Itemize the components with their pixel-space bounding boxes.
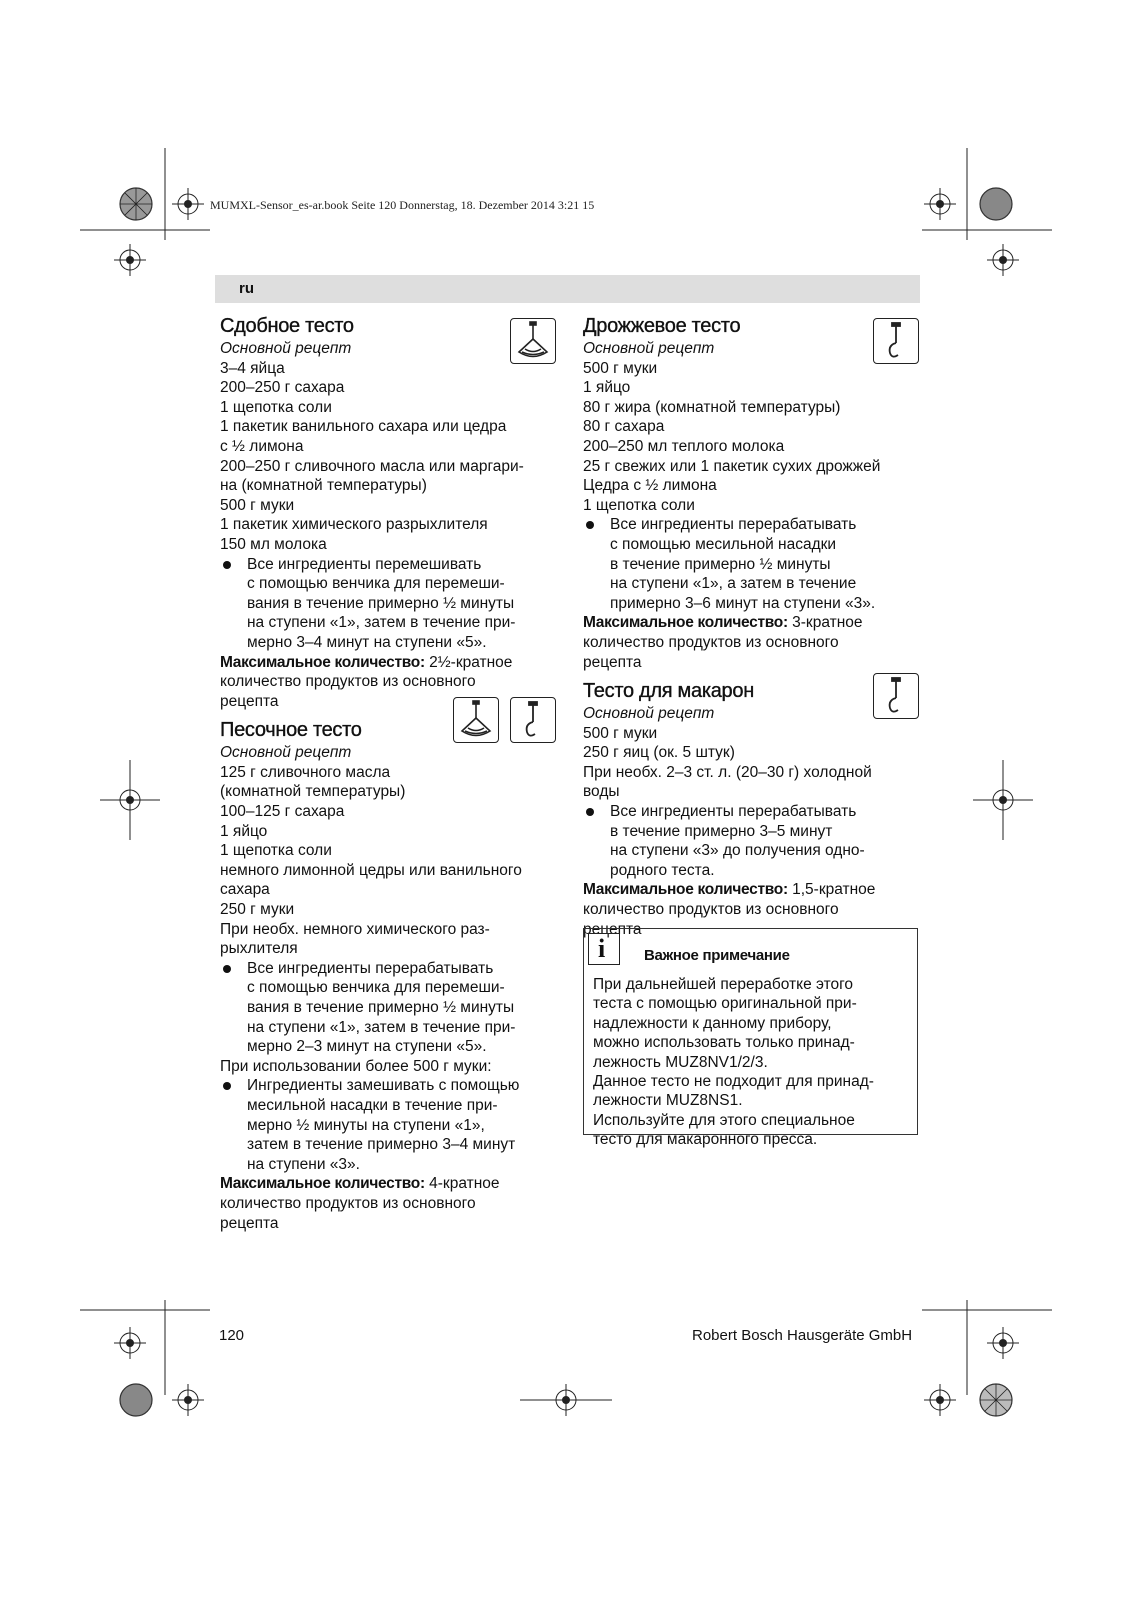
- max-quantity-value: 1,5-кратное: [787, 881, 876, 899]
- page-number: 120: [219, 1327, 245, 1344]
- instruction-text: Все ингредиенты перерабатывать с помощью месильной насадки в течение примерно ½ минуты на ступени «1», а затем в течение примерно 3–6 минут на ступени «3».: [610, 516, 876, 612]
- ingredient-line: 250 г муки: [220, 901, 295, 919]
- ingredient-line: 80 г сахара: [583, 418, 665, 436]
- max-quantity: [220, 1174, 560, 1194]
- whisk-attachment-icon: [453, 697, 499, 743]
- recipe-subtitle: Основной рецепт: [583, 340, 715, 357]
- ingredient-line: немного лимонной цедры или ванильного: [220, 861, 522, 879]
- note-line: можно использовать только принад-: [593, 1034, 855, 1052]
- max-quantity-rest: количество продуктов из основного: [583, 901, 839, 919]
- max-quantity: [583, 880, 928, 900]
- bullet-dot-icon: [223, 561, 231, 569]
- ingredient-line: 80 г жира (комнатной температуры): [583, 398, 841, 416]
- recipe-subtitle: Основной рецепт: [220, 340, 352, 357]
- ingredient-line: 150 мл молока: [220, 535, 327, 553]
- max-quantity-label: Максимальное количество:: [220, 653, 425, 671]
- recipe-subtitle: Основной рецепт: [583, 705, 715, 723]
- max-quantity-value: 3-кратное: [787, 614, 863, 632]
- ingredient-line: 250 г яиц (ок. 5 штук): [583, 744, 735, 762]
- recipe-subtitle: Основной рецепт: [220, 744, 352, 762]
- kneading-hook-icon: [873, 318, 919, 364]
- max-quantity-rest: количество продуктов из основного: [583, 633, 839, 651]
- recipe-sdobnoe: [220, 313, 560, 711]
- max-quantity-rest: рецепта: [220, 1214, 279, 1232]
- ingredient-line: 25 г свежих или 1 пакетик сухих дрожжей: [583, 457, 881, 475]
- language-code: ru: [239, 280, 254, 297]
- note-line: лежность MUZ8NV1/2/3.: [593, 1053, 768, 1071]
- ingredient-line: 1 щепотка соли: [220, 398, 332, 416]
- ingredient-line: 200–250 г сахара: [220, 379, 345, 397]
- kneading-hook-icon: [510, 697, 556, 743]
- ingredient-line: 1 яйцо: [220, 822, 268, 840]
- note-body: [593, 975, 913, 1150]
- ingredient-line: на (комнатной температуры): [220, 477, 427, 495]
- instruction-bullet: [220, 555, 560, 653]
- bullet-dot-icon: [223, 1082, 231, 1090]
- max-quantity-label: Максимальное количество:: [583, 881, 788, 899]
- instruction-bullet: [220, 959, 560, 1057]
- ingredient-line: воды: [583, 783, 620, 801]
- max-quantity: [583, 613, 928, 633]
- note-title: Важное примечание: [644, 947, 790, 964]
- note-line: надлежности к данному прибору,: [593, 1014, 832, 1032]
- ingredient-line: 500 г муки: [583, 359, 658, 377]
- ingredient-line: При необх. немного химического раз-: [220, 920, 490, 938]
- max-quantity-value: 4-кратное: [424, 1175, 500, 1193]
- ingredient-line: 125 г сливочного масла: [220, 763, 391, 781]
- ingredient-line: 1 пакетик химического разрыхлителя: [220, 516, 488, 534]
- max-quantity-rest: рецепта: [220, 692, 279, 710]
- ingredient-line: 200–250 г сливочного масла или маргари-: [220, 457, 524, 475]
- ingredient-line: 1 щепотка соли: [220, 842, 332, 860]
- ingredient-line: 200–250 мл теплого молока: [583, 437, 785, 455]
- instruction-text: Все ингредиенты перерабатывать в течение примерно 3–5 минут на ступени «3» до получения одно- родного теста.: [610, 803, 865, 879]
- ingredient-line: Цедра с ½ лимона: [583, 477, 717, 495]
- instruction-text: Все ингредиенты перемешивать с помощью венчика для перемеши- вания в течение примерно ½ минуты на ступени «1», затем в течение при- мерно 3–4 минут на ступени «5».: [247, 555, 516, 651]
- ingredient-line: 500 г муки: [583, 724, 658, 742]
- recipe-pesochnoe: [220, 717, 560, 1233]
- instruction-text: Ингредиенты замешивать с помощью месильной насадки в течение при- мерно ½ минуты на ступени «1», затем в течение примерно 3–4 минут на ступени «3».: [247, 1077, 520, 1173]
- max-quantity: [220, 653, 560, 673]
- max-quantity-label: Максимальное количество:: [220, 1175, 425, 1193]
- info-icon: i: [588, 933, 620, 965]
- bullet-dot-icon: [586, 808, 594, 816]
- recipe-title: Сдобное тесто: [220, 315, 354, 337]
- bullet-dot-icon: [586, 521, 594, 529]
- ingredient-line: 1 щепотка соли: [583, 496, 695, 514]
- ingredient-line: 1 яйцо: [583, 379, 631, 397]
- ingredient-line: 500 г муки: [220, 496, 295, 514]
- kneading-hook-icon: [873, 673, 919, 719]
- ingredient-line: с ½ лимона: [220, 437, 304, 455]
- company-name: Robert Bosch Hausgeräte GmbH: [692, 1327, 913, 1344]
- note-line: теста с помощью оригинальной при-: [593, 995, 857, 1013]
- recipe-title: Песочное тесто: [220, 719, 362, 742]
- ingredient-line: При необх. 2–3 ст. л. (20–30 г) холодной: [583, 763, 872, 781]
- instruction-bullet: [583, 515, 928, 613]
- note-line: Используйте для этого специальное: [593, 1111, 855, 1129]
- left-column: [220, 313, 560, 1233]
- max-quantity-rest: рецепта: [583, 920, 642, 938]
- recipe-title: Тесто для макарон: [583, 680, 754, 703]
- note-line: лежности MUZ8NS1.: [593, 1092, 743, 1110]
- note-line: При дальнейшей переработке этого: [593, 976, 854, 993]
- max-quantity-rest: рецепта: [583, 653, 642, 671]
- ingredient-line: рыхлителя: [220, 940, 298, 958]
- right-column: [583, 313, 928, 939]
- bullet-dot-icon: [223, 965, 231, 973]
- file-info-header: MUMXL-Sensor_es-ar.book Seite 120 Donnerstag, 18. Dezember 2014 3:21 15: [210, 198, 595, 212]
- recipe-drozhzhevoe: [583, 313, 928, 672]
- language-bar: [215, 275, 920, 303]
- instruction-line: При использовании более 500 г муки:: [220, 1057, 492, 1075]
- ingredient-line: 3–4 яйца: [220, 359, 285, 377]
- max-quantity-value: 2½-кратное: [424, 653, 513, 671]
- important-note-box: [583, 928, 918, 1149]
- max-quantity-rest: количество продуктов из основного: [220, 1194, 476, 1212]
- ingredient-line: 100–125 г сахара: [220, 803, 345, 821]
- max-quantity-rest: количество продуктов из основного: [220, 673, 476, 691]
- instruction-text: Все ингредиенты перерабатывать с помощью венчика для перемеши- вания в течение примерно ½ минуты на ступени «1», затем в течение при- мерно 2–3 минут на ступени «5».: [247, 959, 516, 1056]
- max-quantity-label: Максимальное количество:: [583, 614, 788, 632]
- ingredient-line: (комнатной температуры): [220, 783, 406, 801]
- instruction-bullet: [220, 1076, 560, 1174]
- instruction-bullet: [583, 802, 928, 880]
- ingredient-line: сахара: [220, 881, 270, 899]
- ingredient-line: 1 пакетик ванильного сахара или цедра: [220, 418, 507, 436]
- note-line: тесто для макаронного пресса.: [593, 1131, 818, 1149]
- recipe-title: Дрожжевое тесто: [583, 315, 741, 337]
- whisk-attachment-icon: [510, 318, 556, 364]
- note-line: Данное тесто не подходит для принад-: [593, 1073, 874, 1091]
